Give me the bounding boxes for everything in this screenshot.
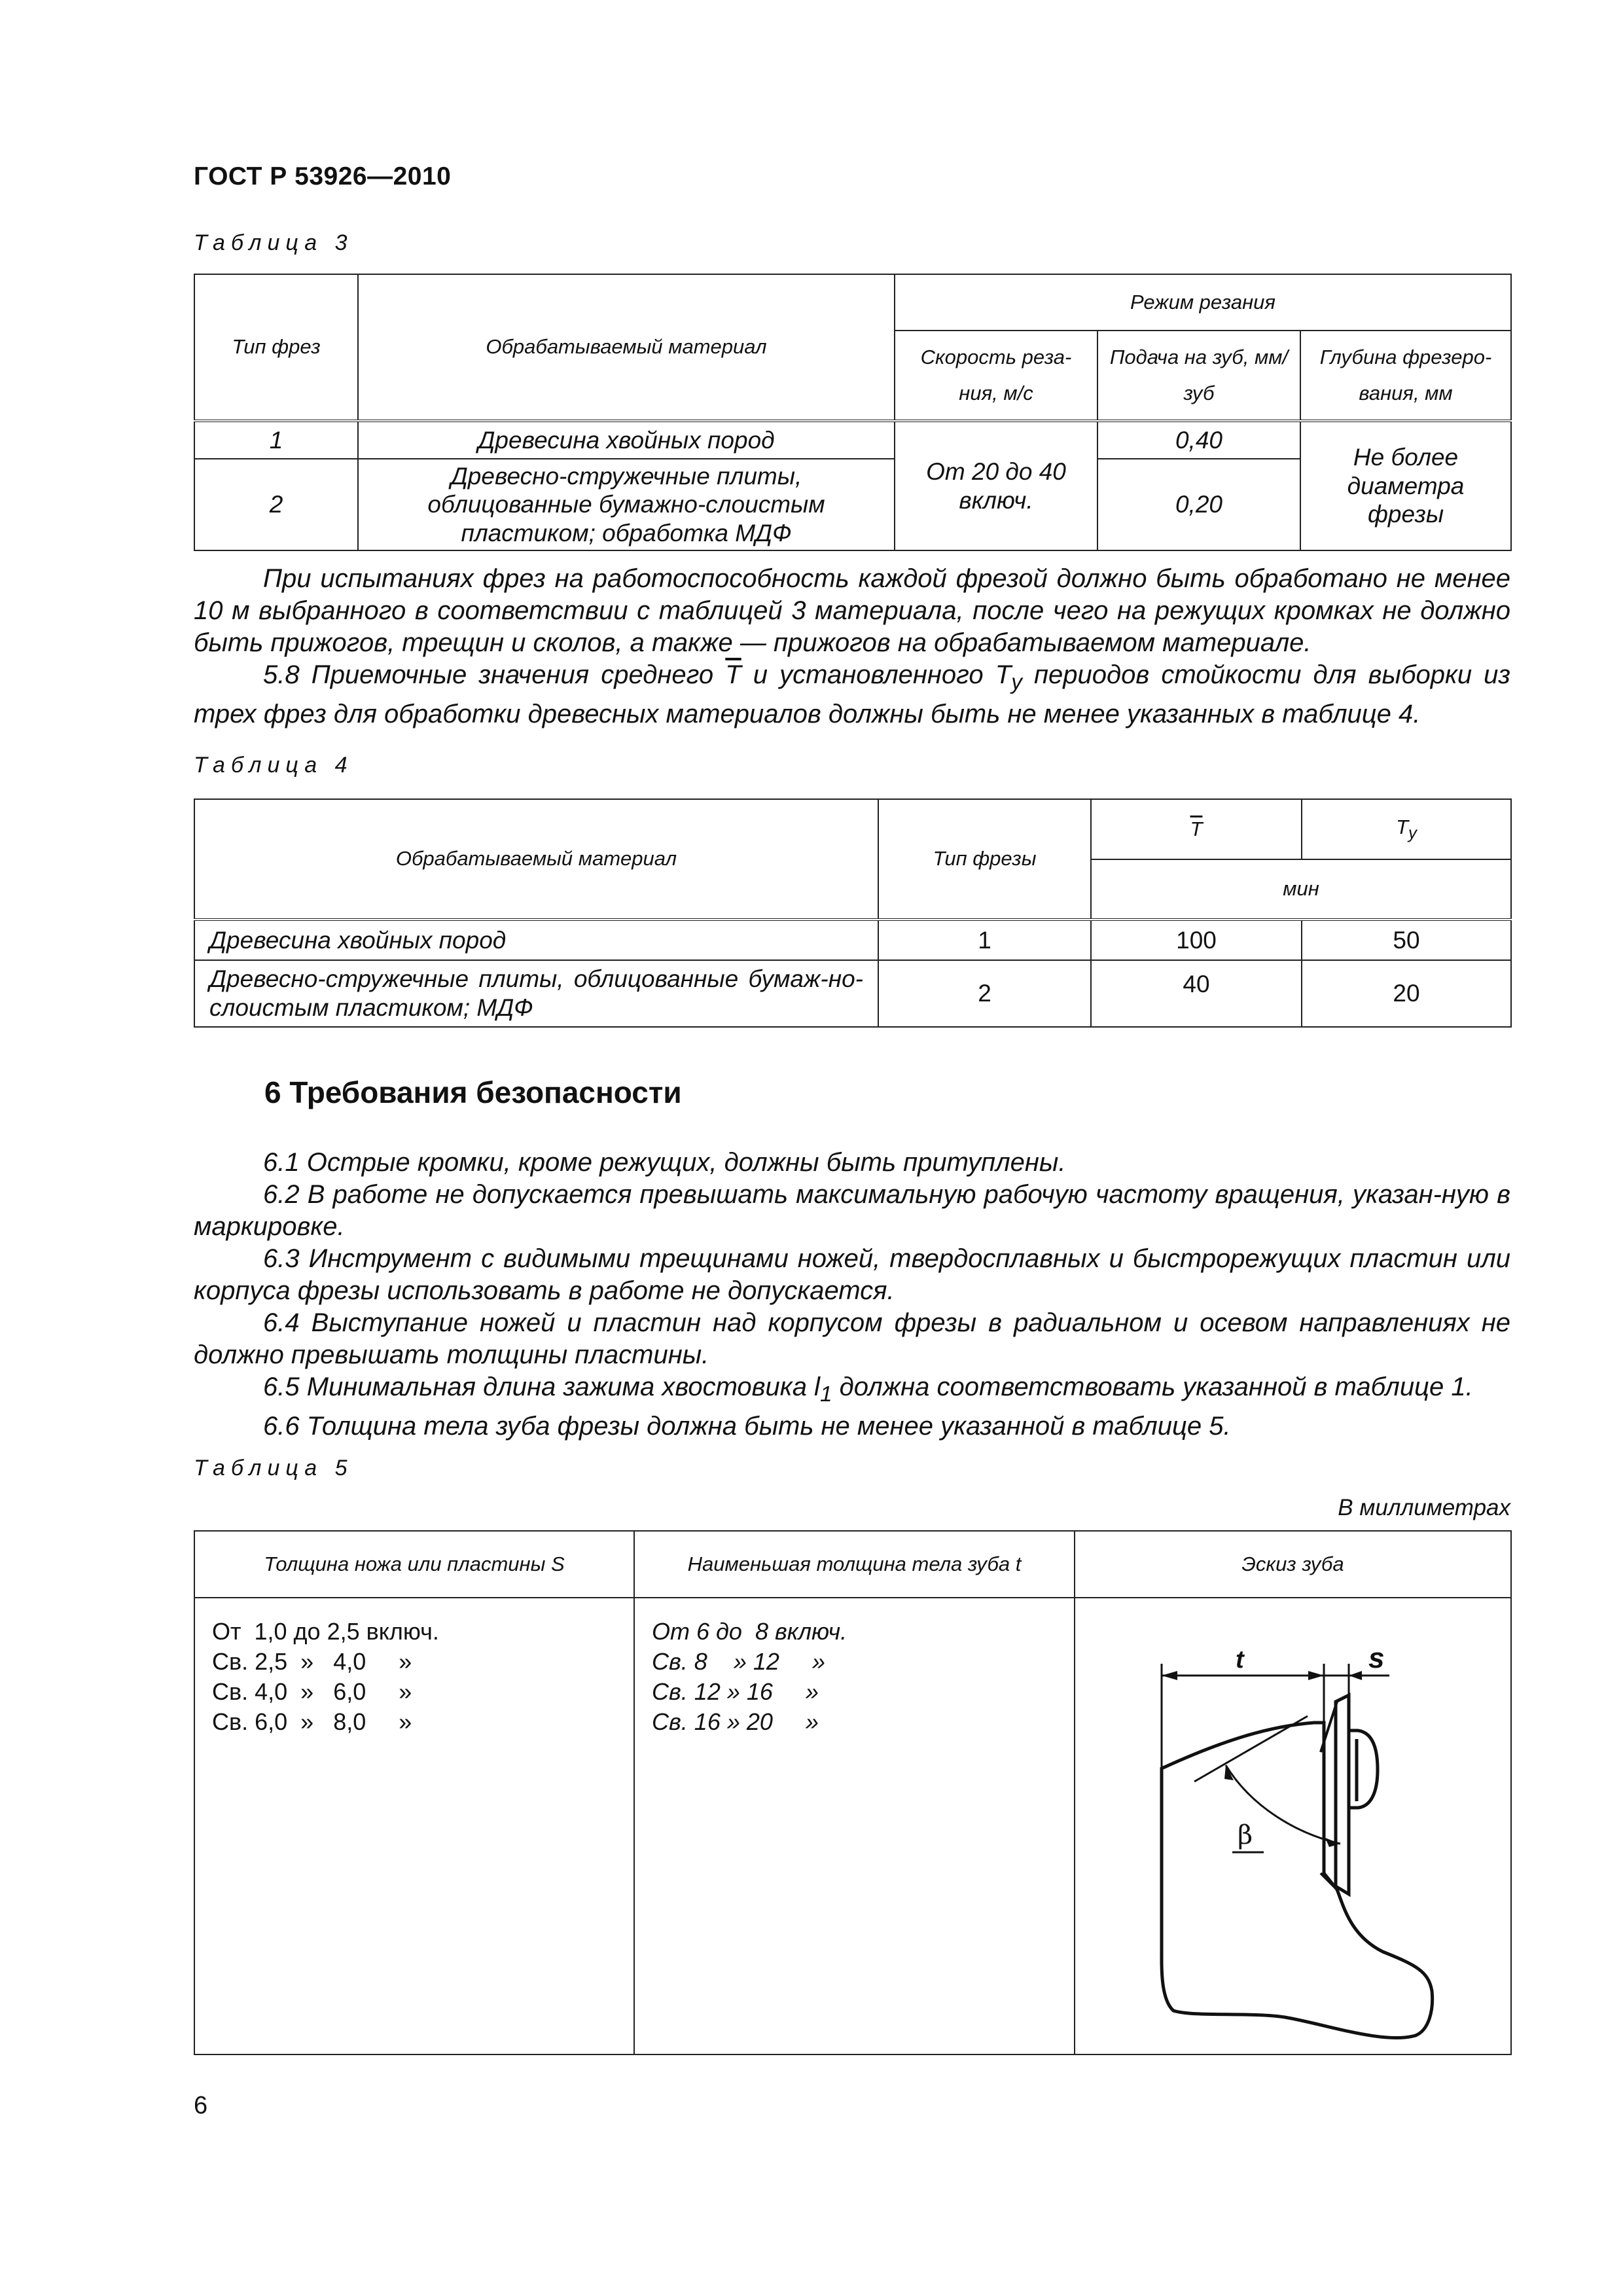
tooth-sketch	[1075, 1598, 1512, 2054]
paragraph-testing: При испытаниях фрез на работоспособность каждой фрезой должно быть обработано не менее 10 м выбранного в соответствии с таблицей 3 материала, после чего на режущих кромках не должно быть прижогов, трещин и сколов, а также — прижогов на обрабатываемом материале.	[194, 564, 1510, 657]
item-6-1: 6.1 Острые кромки, кроме режущих, должны быть притуплены.	[263, 1148, 1066, 1177]
table5-sketch-cell	[1075, 1598, 1511, 2054]
table3-header-speed: Скорость реза-ния, м/с	[895, 331, 1097, 421]
s-row: Св. 6,0 » 8,0 »	[212, 1708, 412, 1735]
table4-row2-T: 40	[1091, 960, 1302, 1027]
table4-row2-Ty: 20	[1302, 960, 1511, 1027]
item-6-6: 6.6 Толщина тела зуба фрезы должна быть не менее указанной в таблице 5.	[263, 1412, 1231, 1441]
table5-units: В миллиметрах	[1338, 1495, 1510, 1520]
table3-header-mode: Режим резания	[895, 274, 1511, 331]
t-row: Св. 8 » 12 »	[652, 1648, 825, 1675]
table4-row1-Ty: 50	[1302, 920, 1511, 960]
dim-label-t: t	[1236, 1646, 1244, 1674]
table4-row1-T: 100	[1091, 920, 1302, 960]
table3-row1-feed: 0,40	[1097, 421, 1300, 459]
s-row: Св. 4,0 » 6,0 »	[212, 1678, 412, 1705]
table3-header-depth: Глубина фрезеро-вания, мм	[1300, 331, 1511, 421]
blade-plate	[1336, 1695, 1349, 1894]
dim-label-s: s	[1368, 1642, 1385, 1674]
t-row: Св. 16 » 20 »	[652, 1708, 819, 1735]
table4	[194, 798, 1512, 1028]
table3-row2-material: Древесно-стружечные плиты, облицованные бумажно-слоистым пластиком; обработка МДФ	[358, 459, 895, 550]
table4-row2-type: 2	[878, 960, 1091, 1027]
table5-header-s: Толщина ножа или пластины S	[194, 1531, 634, 1598]
table3	[194, 274, 1512, 551]
tooth-body-outline	[1162, 1723, 1433, 2037]
paragraph-5-8: 5.8 Приемочные значения среднего $\overline{T}$ и установленного $T_у$ периодов стойкости для выборки из трех фрез для обработки древесных материалов должны быть не менее указанных в таблице 4.	[194, 660, 1511, 728]
table5-caption: Таблица 5	[194, 1456, 353, 1480]
s-row: Св. 2,5 » 4,0 »	[212, 1648, 412, 1675]
table3-depth-value: Не более диаметра фрезы	[1300, 421, 1511, 550]
document-id: ГОСТ Р 53926—2010	[194, 162, 452, 190]
table4-header-type: Тип фрезы	[878, 799, 1091, 920]
table3-caption: Таблица 3	[194, 230, 353, 255]
table4-header-T: $\overline{T}$	[1091, 799, 1302, 859]
s-row: От 1,0 до 2,5 включ.	[212, 1618, 439, 1645]
table3-speed-value: От 20 до 40 включ.	[895, 421, 1097, 550]
table5-header-sketch: Эскиз зуба	[1075, 1531, 1511, 1598]
table3-row2-type: 2	[194, 459, 358, 550]
item-6-5: 6.5 Минимальная длина зажима хвостовика $l_1$ должна соответствовать указанной в таблице 1.	[263, 1372, 1473, 1407]
table4-header-material: Обрабатываемый материал	[194, 799, 878, 920]
t-row: От 6 до 8 включ.	[652, 1618, 847, 1645]
table4-row1-material: Древесина хвойных пород	[194, 920, 878, 960]
table3-row1-type: 1	[194, 421, 358, 459]
table5-s-values	[194, 1598, 634, 2054]
beta-label: β	[1238, 1820, 1253, 1850]
dim-arrow	[1162, 1671, 1177, 1680]
item-6-2: 6.2 В работе не допускается превышать максимальную рабочую частоту вращения, указан-ную в маркировке.	[194, 1180, 1510, 1241]
section-6-body	[194, 1147, 1510, 1443]
beta-arrow-head	[1224, 1765, 1234, 1780]
table3-row2-feed: 0,20	[1097, 459, 1300, 550]
item-6-3: 6.3 Инструмент с видимыми трещинами ножей, твердосплавных и быстрорежущих пластин или корпуса фрезы использовать в работе не допускается.	[194, 1244, 1510, 1305]
table5	[194, 1530, 1512, 2055]
text-block-1	[194, 563, 1510, 730]
screw-head	[1349, 1731, 1378, 1808]
item-6-4: 6.4 Выступание ножей и пластин над корпусом фрезы в радиальном и осевом направлениях не должно превышать толщины пластины.	[194, 1308, 1510, 1369]
table4-caption: Таблица 4	[194, 753, 353, 778]
table3-header-feed: Подача на зуб, мм/зуб	[1097, 331, 1300, 421]
dim-arrow	[1308, 1671, 1324, 1680]
dim-arrow	[1349, 1671, 1362, 1680]
table4-header-unit: мин	[1091, 859, 1511, 920]
page-number: 6	[194, 2092, 208, 2119]
table4-row1-type: 1	[878, 920, 1091, 960]
table3-row1-material: Древесина хвойных пород	[358, 421, 895, 459]
table3-header-material: Обрабатываемый материал	[358, 274, 895, 421]
section-6-title: 6 Требования безопасности	[264, 1075, 682, 1109]
t-row: Св. 12 » 16 »	[652, 1678, 819, 1705]
table5-t-values	[634, 1598, 1075, 2054]
table5-header-t: Наименьшая толщина тела зуба t	[634, 1531, 1075, 1598]
table4-row2-material: Древесно-стружечные плиты, облицованные бумаж-но-слоистым пластиком; МДФ	[194, 960, 878, 1027]
table4-header-Ty: $T_у$	[1302, 799, 1511, 859]
table3-header-type: Тип фрез	[194, 274, 358, 421]
